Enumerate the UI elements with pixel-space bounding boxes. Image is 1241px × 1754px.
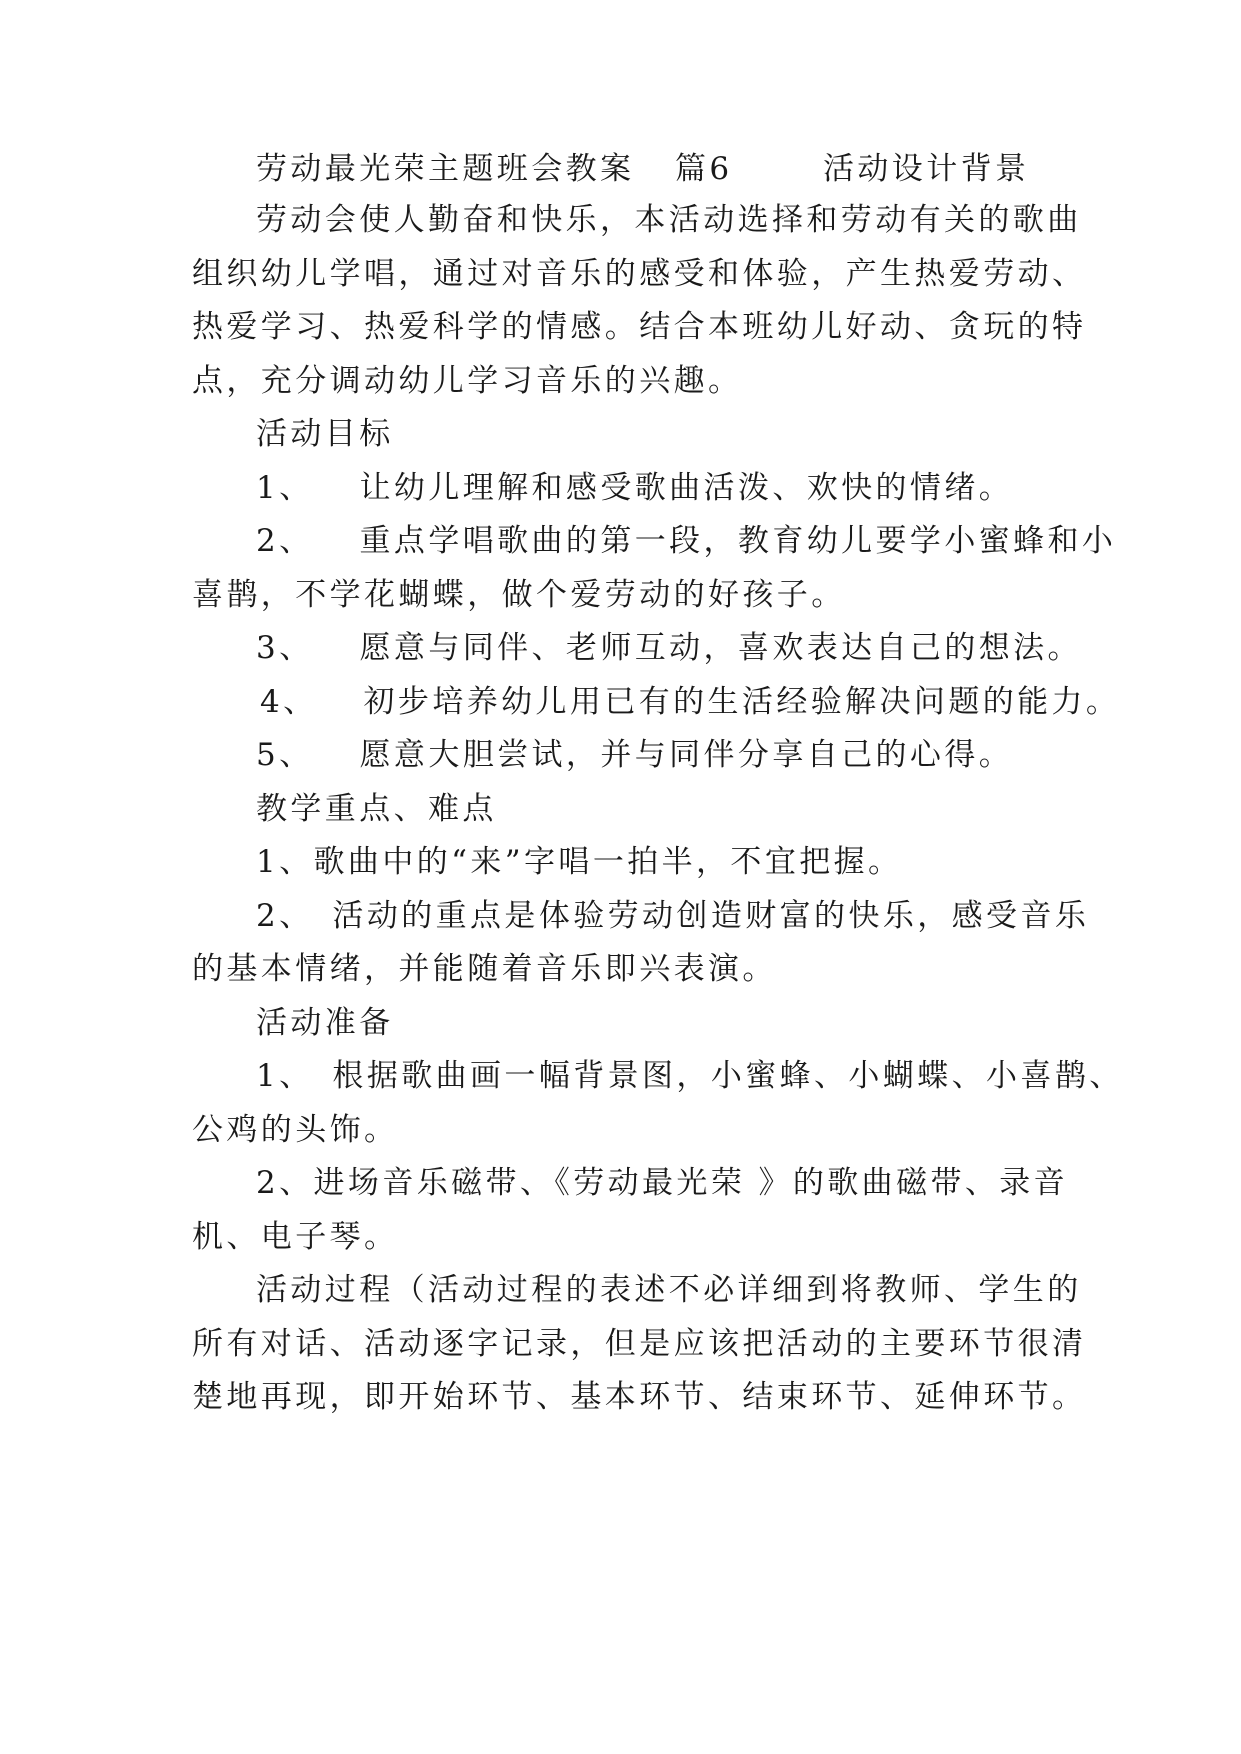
document-part-label: 篇6 (674, 151, 733, 187)
section-heading-goals: 活动目标 (256, 416, 394, 452)
preparation-line: 2、进场音乐磁带、《劳动最光荣 》的歌曲磁带、录音 (256, 1165, 1069, 1201)
section-heading-background: 活动设计背景 (823, 151, 1030, 187)
goal-item (260, 682, 1120, 722)
section-heading-key-points: 教学重点、难点 (256, 791, 497, 827)
goal-text: 愿意大胆尝试，并与同伴分享自己的心得。 (359, 737, 1014, 773)
preparation-line: 1、 根据歌曲画一幅背景图，小蜜蜂、小蝴蝶、小喜鹊、 (256, 1058, 1124, 1094)
goal-number: 1、 (256, 470, 314, 506)
goal-text: 愿意与同伴、老师互动，喜欢表达自己的想法。 (359, 630, 1082, 666)
goal-text: 让幼儿理解和感受歌曲活泼、欢快的情绪。 (359, 470, 1014, 506)
goal-number: 5、 (256, 737, 314, 773)
preparation-line: 公鸡的头饰。 (192, 1112, 399, 1148)
document-title: 劳动最光荣主题班会教案 (256, 151, 635, 187)
key-point-line: 1、歌曲中的“来”字唱一拍半，不宜把握。 (256, 844, 903, 880)
preparation-line: 机、电子琴。 (192, 1219, 399, 1255)
process-paragraph-line: 活动过程（活动过程的表述不必详细到将教师、学生的 (256, 1272, 1082, 1308)
goal-number: 2、 (256, 523, 314, 559)
document-title-line (256, 149, 1029, 189)
section-heading-preparation: 活动准备 (256, 1005, 394, 1041)
key-point-line: 2、 活动的重点是体验劳动创造财富的快乐，感受音乐 (256, 898, 1090, 934)
process-paragraph-line: 所有对话、活动逐字记录，但是应该把活动的主要环节很清 (192, 1326, 1087, 1362)
goal-number: 3、 (256, 630, 314, 666)
background-paragraph-line: 劳动会使人勤奋和快乐，本活动选择和劳动有关的歌曲 (256, 202, 1082, 238)
goal-item-continuation: 喜鹊，不学花蝴蝶，做个爱劳动的好孩子。 (192, 577, 846, 613)
background-paragraph-line: 热爱学习、热爱科学的情感。结合本班幼儿好动、贪玩的特 (192, 309, 1087, 345)
goal-number: 4、 (260, 684, 318, 720)
process-paragraph-line: 楚地再现，即开始环节、基本环节、结束环节、延伸环节。 (192, 1379, 1087, 1415)
goal-item (256, 735, 1013, 775)
goal-item (256, 521, 1116, 561)
background-paragraph-line: 组织幼儿学唱，通过对音乐的感受和体验，产生热爱劳动、 (192, 256, 1087, 292)
goal-item (256, 628, 1082, 668)
key-point-line: 的基本情绪，并能随着音乐即兴表演。 (192, 951, 777, 987)
background-paragraph-line: 点，充分调动幼儿学习音乐的兴趣。 (192, 363, 743, 399)
goal-text: 重点学唱歌曲的第一段，教育幼儿要学小蜜蜂和小 (359, 523, 1117, 559)
goal-item (256, 468, 1013, 508)
goal-text: 初步培养幼儿用已有的生活经验解决问题的能力。 (363, 684, 1121, 720)
